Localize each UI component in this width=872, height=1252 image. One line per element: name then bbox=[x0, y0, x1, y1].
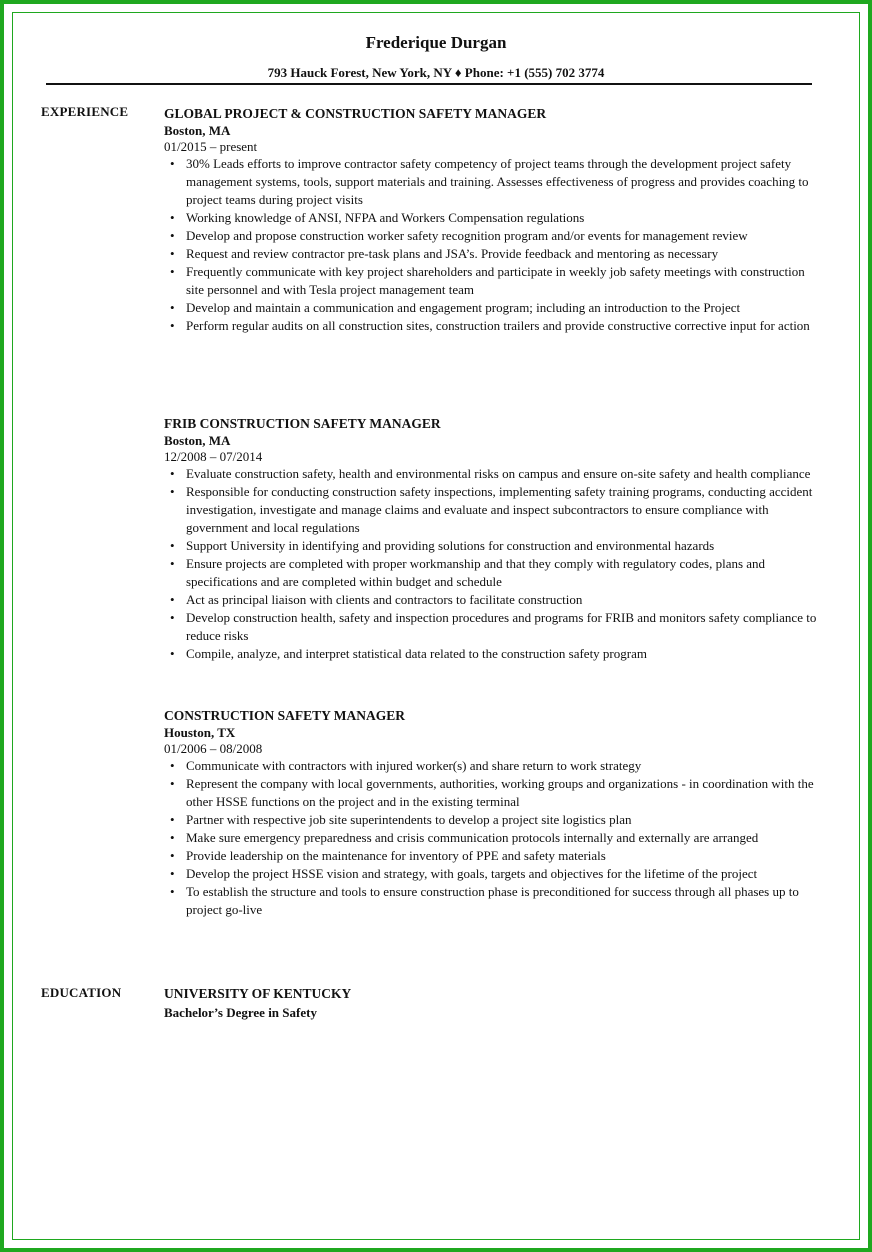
job-dates: 01/2015 – present bbox=[164, 139, 258, 154]
duty-item: • Develop and propose construction worker safety recognition program and/or events for management review bbox=[186, 227, 824, 245]
education-entry bbox=[164, 985, 351, 1023]
duty-item: • Represent the company with local governments, authorities, working groups and organizations - in coordination with the other HSSE functions on the project and in the existing terminal bbox=[186, 775, 824, 811]
duty-item: • Perform regular audits on all construction sites, construction trailers and provide constructive corrective input for action bbox=[186, 317, 824, 335]
duty-item: • Ensure projects are completed with proper workmanship and that they comply with regulatory codes, plans and specifications and are completed within budget and schedule bbox=[186, 555, 824, 591]
duty-item: • Communicate with contractors with injured worker(s) and share return to work strategy bbox=[186, 757, 824, 775]
job-entry bbox=[164, 415, 824, 663]
education-heading: EDUCATION bbox=[41, 985, 122, 1000]
duty-item: • Compile, analyze, and interpret statistical data related to the construction safety program bbox=[186, 645, 824, 663]
job-location: Boston, MA bbox=[164, 433, 231, 448]
duty-list bbox=[164, 465, 824, 663]
job-dates: 12/2008 – 07/2014 bbox=[164, 449, 263, 464]
duty-item: • Frequently communicate with key project shareholders and participate in weekly job safety meetings with construction site personnel and with Tesla project management team bbox=[186, 263, 824, 299]
duty-list bbox=[164, 757, 824, 919]
duty-item: • Responsible for conducting construction safety inspections, implementing safety training programs, conducting accident investigation, investigate and manage claims and evaluate and inspect subcontractors to ensure compliance with government and local regulations bbox=[186, 483, 824, 537]
duty-item: • Act as principal liaison with clients and contractors to facilitate construction bbox=[186, 591, 824, 609]
duty-list bbox=[164, 155, 824, 335]
degree-name: Bachelor’s Degree in Safety bbox=[164, 1005, 317, 1020]
job-entry bbox=[164, 105, 824, 335]
school-name: UNIVERSITY OF KENTUCKY bbox=[164, 986, 352, 1001]
job-title: CONSTRUCTION SAFETY MANAGER bbox=[164, 708, 406, 723]
job-entry bbox=[164, 707, 824, 919]
duty-item: • 30% Leads efforts to improve contractor safety competency of project teams through the development project safety management systems, tools, support materials and training. Assesses effectiveness of progress and provides coaching to project teams during project visits bbox=[186, 155, 824, 209]
duty-item: • Develop construction health, safety and inspection procedures and programs for FRIB and monitors safety compliance to reduce risks bbox=[186, 609, 824, 645]
duty-item: • Evaluate construction safety, health and environmental risks on campus and ensure on-site safety and health compliance bbox=[186, 465, 824, 483]
job-dates: 01/2006 – 08/2008 bbox=[164, 741, 263, 756]
duty-item: • Develop and maintain a communication and engagement program; including an introduction to the Project bbox=[186, 299, 824, 317]
duty-item: • To establish the structure and tools to ensure construction phase is preconditioned for success through all phases up to project go-live bbox=[186, 883, 824, 919]
header-divider bbox=[46, 83, 812, 85]
duty-item: • Support University in identifying and providing solutions for construction and environmental hazards bbox=[186, 537, 824, 555]
duty-item: • Develop the project HSSE vision and strategy, with goals, targets and objectives for the lifetime of the project bbox=[186, 865, 824, 883]
job-location: Boston, MA bbox=[164, 123, 231, 138]
duty-item: • Working knowledge of ANSI, NFPA and Workers Compensation regulations bbox=[186, 209, 824, 227]
contact-line: 793 Hauck Forest, New York, NY ♦ Phone: +1 (555) 702 3774 bbox=[267, 65, 605, 80]
candidate-name: Frederique Durgan bbox=[365, 33, 507, 52]
job-title: FRIB CONSTRUCTION SAFETY MANAGER bbox=[164, 416, 441, 431]
duty-item: • Partner with respective job site superintendents to develop a project site logistics plan bbox=[186, 811, 824, 829]
job-title: GLOBAL PROJECT & CONSTRUCTION SAFETY MANAGER bbox=[164, 106, 547, 121]
duty-item: • Request and review contractor pre-task plans and JSA’s. Provide feedback and mentoring as necessary bbox=[186, 245, 824, 263]
experience-heading: EXPERIENCE bbox=[41, 104, 129, 119]
job-location: Houston, TX bbox=[164, 725, 236, 740]
duty-item: • Provide leadership on the maintenance for inventory of PPE and safety materials bbox=[186, 847, 824, 865]
duty-item: • Make sure emergency preparedness and crisis communication protocols internally and externally are arranged bbox=[186, 829, 824, 847]
